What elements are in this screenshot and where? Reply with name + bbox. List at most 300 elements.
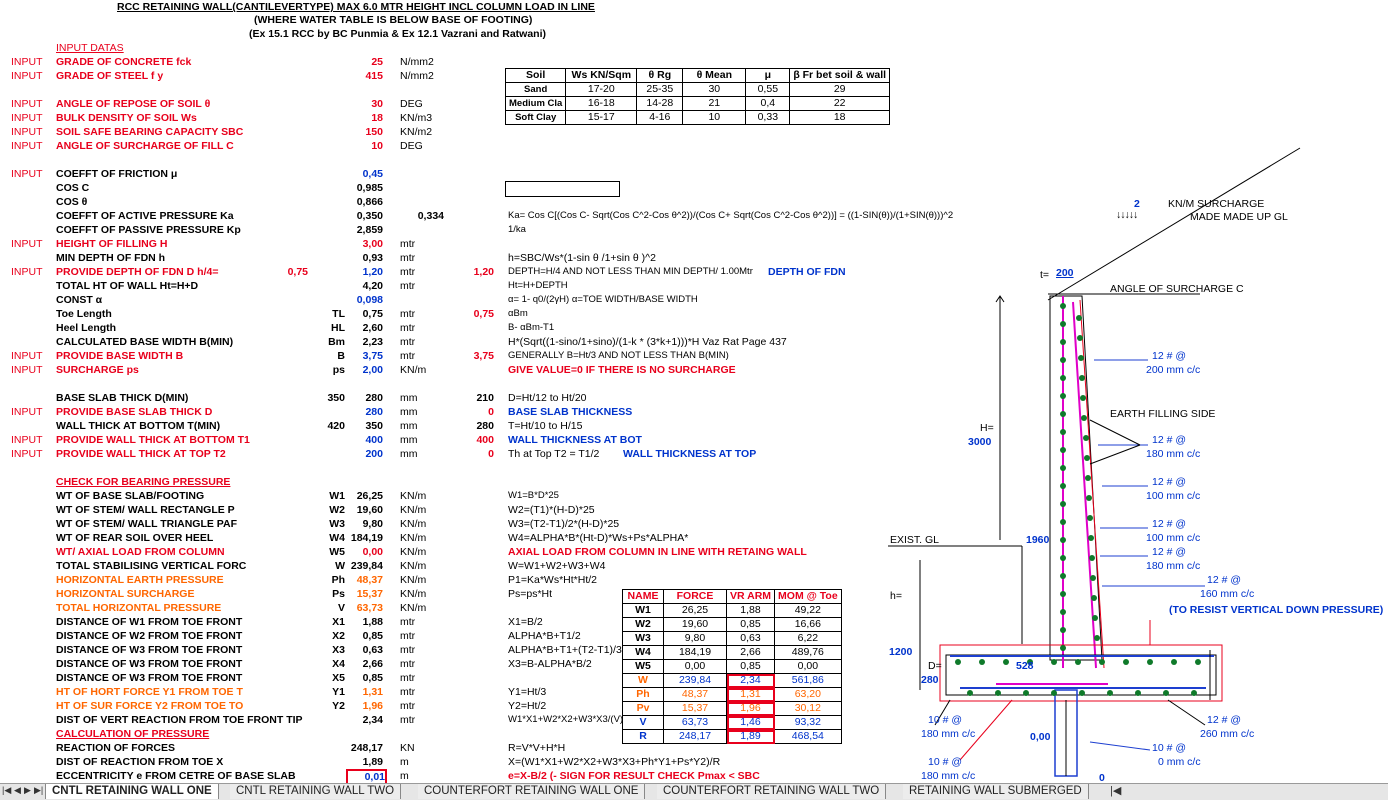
row-label: TOTAL HORIZONTAL PRESSURE bbox=[56, 602, 222, 614]
row-value[interactable]: 0,350 bbox=[356, 210, 383, 222]
row-value[interactable]: 0,75 bbox=[362, 308, 383, 320]
row-value[interactable]: 184,19 bbox=[350, 532, 383, 544]
rebar-dot bbox=[995, 690, 1001, 696]
table-cell[interactable]: 0,33 bbox=[746, 111, 790, 125]
row-note-value[interactable]: 280 bbox=[476, 420, 494, 432]
row-symbol: Y1 bbox=[332, 686, 345, 698]
row-unit: mm bbox=[400, 434, 418, 446]
rebar-dot bbox=[1084, 455, 1090, 461]
table-cell[interactable]: 248,17 bbox=[664, 730, 727, 744]
rebar-dot bbox=[1060, 501, 1066, 507]
row-unit: m bbox=[400, 756, 409, 768]
table-cell[interactable]: W2 bbox=[623, 618, 664, 632]
rebar-spacing-label: 12 # @ bbox=[1152, 518, 1187, 530]
row-label: WT OF REAR SOIL OVER HEEL bbox=[56, 532, 214, 544]
rebar-dot bbox=[1023, 690, 1029, 696]
row-label: MIN DEPTH OF FDN h bbox=[56, 252, 166, 264]
row-label: DISTANCE OF W1 FROM TOE FRONT bbox=[56, 616, 243, 628]
row-unit: KN/m bbox=[400, 546, 427, 558]
row-symbol: X3 bbox=[332, 644, 345, 656]
row-value[interactable]: 2,23 bbox=[362, 336, 383, 348]
row-symbol: X1 bbox=[332, 616, 345, 628]
table-cell[interactable]: 1,89 bbox=[727, 730, 775, 744]
table-cell[interactable]: 19,60 bbox=[664, 618, 727, 632]
rebar-dot bbox=[1060, 339, 1066, 345]
rebar-dot bbox=[1060, 393, 1066, 399]
row-label: CALCULATED BASE WIDTH B(MIN) bbox=[56, 336, 234, 348]
highlight-note: DEPTH OF FDN bbox=[768, 266, 846, 278]
input-tag: INPUT bbox=[11, 406, 43, 418]
rebar-dot bbox=[1060, 321, 1066, 327]
rebar-spacing-label: 12 # @ bbox=[1152, 350, 1187, 362]
row-label: DIST OF REACTION FROM TOE X bbox=[56, 756, 224, 768]
input-tag: INPUT bbox=[11, 112, 43, 124]
rebar-dot bbox=[1060, 465, 1066, 471]
rebar-spacing-label: 180 mm c/c bbox=[921, 770, 976, 782]
row-label: TOTAL HT OF WALL Ht=H+D bbox=[56, 280, 199, 292]
table-cell[interactable]: 4-16 bbox=[637, 111, 683, 125]
row-value[interactable]: 3,75 bbox=[362, 350, 383, 362]
formula-note: DEPTH=H/4 AND NOT LESS THAN MIN DEPTH/ 1.00Mtr bbox=[508, 266, 753, 277]
rebar-dot bbox=[1060, 375, 1066, 381]
rebar-dot bbox=[1123, 659, 1129, 665]
row-symbol: X4 bbox=[332, 658, 345, 670]
row-label: CALCULATION OF PRESSURE bbox=[56, 728, 210, 740]
table-cell[interactable]: 1,88 bbox=[727, 604, 775, 618]
row-symbol: Bm bbox=[328, 336, 345, 348]
table-cell[interactable]: 1,31 bbox=[727, 688, 775, 702]
row-label: HT OF HORT FORCE Y1 FROM TOE T bbox=[56, 686, 243, 698]
val-528: 528 bbox=[1016, 660, 1034, 672]
next-sheet-icon[interactable]: ▶ bbox=[24, 785, 31, 795]
table-cell[interactable]: 0,85 bbox=[727, 618, 775, 632]
row-symbol: W3 bbox=[329, 518, 345, 530]
resist-vertical-label: (TO RESIST VERTICAL DOWN PRESSURE) bbox=[1169, 604, 1384, 616]
row-label: HT OF SUR FORCE Y2 FROM TOE TO bbox=[56, 700, 244, 712]
formula-note: Ht=H+DEPTH bbox=[508, 280, 568, 291]
row-label: TOTAL STABILISING VERTICAL FORC bbox=[56, 560, 247, 572]
row-extra-value[interactable]: 0,334 bbox=[417, 210, 444, 222]
t-label: t= bbox=[1040, 269, 1050, 281]
row-symbol: ps bbox=[332, 364, 345, 376]
row-mid-value[interactable]: 0,75 bbox=[287, 266, 308, 278]
table-cell[interactable]: 26,25 bbox=[664, 604, 727, 618]
rebar-spacing-label: 12 # @ bbox=[1152, 546, 1187, 558]
row-unit: KN/m bbox=[400, 504, 427, 516]
row-value[interactable]: 19,60 bbox=[356, 504, 383, 516]
rebar-dot bbox=[1086, 495, 1092, 501]
row-value[interactable]: 1,89 bbox=[362, 756, 383, 768]
row-label: PROVIDE WALL THICK AT TOP T2 bbox=[56, 448, 226, 460]
table-cell[interactable]: 18 bbox=[790, 111, 890, 125]
row-unit: KN/m bbox=[400, 532, 427, 544]
table-cell[interactable]: 21 bbox=[683, 97, 746, 111]
row-unit: mtr bbox=[400, 686, 416, 698]
table-cell[interactable]: 1,96 bbox=[727, 702, 775, 716]
formula-note: R=V*V+H*H bbox=[508, 742, 566, 754]
row-value[interactable]: 350 bbox=[365, 420, 383, 432]
input-tag: INPUT bbox=[11, 238, 43, 250]
table-cell[interactable]: 93,32 bbox=[775, 716, 842, 730]
row-unit: KN/m bbox=[400, 560, 427, 572]
row-label: PROVIDE BASE WIDTH B bbox=[56, 350, 184, 362]
row-unit: mtr bbox=[400, 308, 416, 320]
input-tag: INPUT bbox=[11, 126, 43, 138]
row-unit: mm bbox=[400, 420, 418, 432]
row-label: WT OF STEM/ WALL TRIANGLE PAF bbox=[56, 518, 238, 530]
table-cell[interactable]: 1,46 bbox=[727, 716, 775, 730]
table-cell[interactable]: 15-17 bbox=[566, 111, 637, 125]
input-tag: INPUT bbox=[11, 98, 43, 110]
row-unit: mtr bbox=[400, 336, 416, 348]
row-value[interactable]: 30 bbox=[371, 98, 383, 110]
table-cell[interactable]: VR ARM bbox=[727, 590, 775, 604]
made-up-gl-label: MADE MADE UP GL bbox=[1190, 211, 1288, 223]
table-cell[interactable]: 30,12 bbox=[775, 702, 842, 716]
tab-scroll-divider-icon[interactable]: |◀ bbox=[1110, 785, 1122, 797]
row-unit: mtr bbox=[400, 350, 416, 362]
row-value[interactable]: 15,37 bbox=[356, 588, 383, 600]
row-label: GRADE OF STEEL f y bbox=[56, 70, 164, 82]
table-cell[interactable]: 468,54 bbox=[775, 730, 842, 744]
tab-cntl-retaining-wall-two[interactable]: CNTL RETAINING WALL TWO bbox=[230, 784, 401, 799]
table-cell[interactable]: 25-35 bbox=[637, 83, 683, 97]
row-value[interactable]: 248,17 bbox=[350, 742, 383, 754]
row-unit: KN/m bbox=[400, 602, 427, 614]
t-value: 200 bbox=[1056, 267, 1074, 279]
row-note-value[interactable]: 0 bbox=[488, 406, 494, 418]
rebar-spacing-label: 160 mm c/c bbox=[1200, 588, 1255, 600]
sheet-title-line1: RCC RETAINING WALL(CANTILEVERTYPE) MAX 6.0 MTR HEIGHT INCL COLUMN LOAD IN LINE bbox=[117, 1, 595, 13]
row-unit: KN/m bbox=[400, 490, 427, 502]
table-cell[interactable]: 0,85 bbox=[727, 660, 775, 674]
rebar-dot bbox=[1075, 659, 1081, 665]
row-value[interactable]: 400 bbox=[365, 434, 383, 446]
rebar-spacing-label: 10 # @ bbox=[1152, 742, 1187, 754]
tab-retaining-wall-submerged[interactable]: RETAINING WALL SUBMERGED bbox=[903, 784, 1089, 799]
row-value[interactable]: 0,63 bbox=[362, 644, 383, 656]
table-cell[interactable]: Soil bbox=[506, 69, 566, 83]
row-label: DISTANCE OF W3 FROM TOE FRONT bbox=[56, 672, 243, 684]
row-label: COEFFT OF PASSIVE PRESSURE Kp bbox=[56, 224, 241, 236]
row-value[interactable]: 1,96 bbox=[362, 700, 383, 712]
highlight-note: e=X-B/2 (- SIGN FOR RESULT CHECK Pmax < SBC bbox=[508, 770, 760, 782]
row-value[interactable]: 48,37 bbox=[356, 574, 383, 586]
formula-note: Ps=ps*Ht bbox=[508, 588, 553, 600]
table-cell[interactable]: Medium Cla bbox=[506, 97, 566, 111]
row-value[interactable]: 0,45 bbox=[362, 168, 383, 180]
table-cell[interactable]: FORCE bbox=[664, 590, 727, 604]
row-value[interactable]: 0,93 bbox=[362, 252, 383, 264]
rebar-dot bbox=[1083, 435, 1089, 441]
row-unit: N/mm2 bbox=[400, 56, 434, 68]
exist-gl-label: EXIST. GL bbox=[890, 534, 940, 546]
table-cell[interactable]: Ph bbox=[623, 688, 664, 702]
input-tag: INPUT bbox=[11, 168, 43, 180]
h-label: h= bbox=[890, 590, 902, 602]
rebar-spacing-label: 12 # @ bbox=[1207, 574, 1242, 586]
row-value[interactable]: 415 bbox=[365, 70, 383, 82]
table-cell[interactable]: MOM @ Toe bbox=[775, 590, 842, 604]
row-value[interactable]: 25 bbox=[371, 56, 383, 68]
row-unit: mtr bbox=[400, 266, 416, 278]
row-note-value[interactable]: 400 bbox=[476, 434, 494, 446]
row-value[interactable]: 3,00 bbox=[362, 238, 383, 250]
table-cell[interactable]: 29 bbox=[790, 83, 890, 97]
rebar-spacing-label: 260 mm c/c bbox=[1200, 728, 1255, 740]
formula-note: B- αBm-T1 bbox=[508, 322, 555, 333]
row-label: Heel Length bbox=[56, 322, 117, 334]
row-note-value[interactable]: 3,75 bbox=[473, 350, 494, 362]
tab-counterfort-retaining-wall-one[interactable]: COUNTERFORT RETAINING WALL ONE bbox=[418, 784, 645, 799]
rebar-spacing-label: 180 mm c/c bbox=[921, 728, 976, 740]
table-cell[interactable]: W1 bbox=[623, 604, 664, 618]
rebar-dot bbox=[1060, 537, 1066, 543]
H-value: 3000 bbox=[968, 436, 992, 448]
row-unit: mtr bbox=[400, 630, 416, 642]
row-value[interactable]: 280 bbox=[365, 406, 383, 418]
table-cell[interactable]: Soft Clay bbox=[506, 111, 566, 125]
row-value[interactable]: 18 bbox=[371, 112, 383, 124]
rebar-spacing-label: 12 # @ bbox=[1152, 476, 1187, 488]
formula-note: W2=(T1)*(H-D)*25 bbox=[508, 504, 595, 516]
row-label: HORIZONTAL SURCHARGE bbox=[56, 588, 195, 600]
row-symbol: TL bbox=[332, 308, 345, 320]
table-cell[interactable]: 0,4 bbox=[746, 97, 790, 111]
D-label: D= bbox=[928, 660, 942, 672]
row-symbol: V bbox=[337, 602, 345, 614]
row-label: DISTANCE OF W3 FROM TOE FRONT bbox=[56, 658, 243, 670]
row-value[interactable]: 1,31 bbox=[362, 686, 383, 698]
highlight-note: GIVE VALUE=0 IF THERE IS NO SURCHARGE bbox=[508, 364, 736, 376]
row-label: ANGLE OF REPOSE OF SOIL θ bbox=[56, 98, 211, 110]
formula-note: α= 1- q0/(2γH) α=TOE WIDTH/BASE WIDTH bbox=[508, 294, 698, 305]
input-datas-heading: INPUT DATAS bbox=[56, 42, 124, 54]
row-unit: mtr bbox=[400, 616, 416, 628]
table-cell[interactable]: 10 bbox=[683, 111, 746, 125]
row-value[interactable]: 0,985 bbox=[356, 182, 383, 194]
highlight-note: WALL THICKNESS AT TOP bbox=[623, 448, 757, 460]
input-tag: INPUT bbox=[11, 434, 43, 446]
H-label: H= bbox=[980, 422, 994, 434]
rebar-spacing-label: 0 mm c/c bbox=[1158, 756, 1201, 768]
row-label: Toe Length bbox=[56, 308, 112, 320]
row-unit: DEG bbox=[400, 98, 423, 110]
table-cell[interactable]: 16,66 bbox=[775, 618, 842, 632]
row-symbol: 350 bbox=[327, 392, 345, 404]
row-symbol: 420 bbox=[327, 420, 345, 432]
row-label: DIST OF VERT REACTION FROM TOE FRONT TIP bbox=[56, 714, 303, 726]
row-unit: KN/m bbox=[400, 518, 427, 530]
row-label: SURCHARGE ps bbox=[56, 364, 139, 376]
table-cell[interactable]: Pv bbox=[623, 702, 664, 716]
row-value[interactable]: 1,20 bbox=[362, 266, 383, 278]
table-cell[interactable]: 14-28 bbox=[637, 97, 683, 111]
table-cell[interactable]: Ws KN/Sqm bbox=[566, 69, 637, 83]
row-symbol: W5 bbox=[329, 546, 345, 558]
table-cell[interactable]: R bbox=[623, 730, 664, 744]
table-cell[interactable]: V bbox=[623, 716, 664, 730]
row-symbol: B bbox=[337, 350, 345, 362]
row-value[interactable]: 0,01 bbox=[346, 769, 387, 783]
row-label: DISTANCE OF W2 FROM TOE FRONT bbox=[56, 630, 243, 642]
row-value[interactable]: 2,60 bbox=[362, 322, 383, 334]
row-label: REACTION OF FORCES bbox=[56, 742, 176, 754]
row-note-value[interactable]: 1,20 bbox=[473, 266, 494, 278]
row-label: WALL THICK AT BOTTOM T(MIN) bbox=[56, 420, 221, 432]
prev-sheet-icon[interactable]: ◀ bbox=[14, 785, 21, 795]
rebar-dot bbox=[1060, 303, 1066, 309]
table-cell[interactable]: 30 bbox=[683, 83, 746, 97]
table-cell[interactable]: 17-20 bbox=[566, 83, 637, 97]
row-label: HEIGHT OF FILLING H bbox=[56, 238, 168, 250]
formula-note: W4=ALPHA*B*(Ht-D)*Ws+Ps*ALPHA* bbox=[508, 532, 689, 544]
formula-note: D=Ht/12 to Ht/20 bbox=[508, 392, 587, 404]
table-cell[interactable]: μ bbox=[746, 69, 790, 83]
rebar-dot bbox=[1060, 429, 1066, 435]
row-note-value[interactable]: 0 bbox=[488, 448, 494, 460]
row-symbol: Ps bbox=[332, 588, 345, 600]
row-symbol: W2 bbox=[329, 504, 345, 516]
table-cell[interactable]: 63,20 bbox=[775, 688, 842, 702]
table-cell[interactable]: W3 bbox=[623, 632, 664, 646]
sheet-title-line2: (WHERE WATER TABLE IS BELOW BASE OF FOOTING) bbox=[254, 14, 533, 26]
table-cell[interactable]: 561,86 bbox=[775, 674, 842, 688]
row-note-value[interactable]: 210 bbox=[476, 392, 494, 404]
row-value[interactable]: 10 bbox=[371, 140, 383, 152]
rebar-spacing-label: 180 mm c/c bbox=[1146, 560, 1201, 572]
formula-note: ALPHA*B+T1+(T2-T1)/3 bbox=[508, 644, 622, 656]
row-value[interactable]: 0,85 bbox=[362, 672, 383, 684]
table-cell[interactable]: W5 bbox=[623, 660, 664, 674]
table-cell[interactable]: 184,19 bbox=[664, 646, 727, 660]
row-label: HORIZONTAL EARTH PRESSURE bbox=[56, 574, 224, 586]
row-value[interactable]: 280 bbox=[365, 392, 383, 404]
row-unit: mtr bbox=[400, 322, 416, 334]
row-value[interactable]: 63,73 bbox=[356, 602, 383, 614]
input-tag: INPUT bbox=[11, 56, 43, 68]
table-cell[interactable]: 0,63 bbox=[727, 632, 775, 646]
sheet-title-line3: (Ex 15.1 RCC by BC Punmia & Ex 12.1 Vazrani and Ratwani) bbox=[249, 28, 547, 40]
row-unit: mtr bbox=[400, 714, 416, 726]
angle-of-surcharge-label: ANGLE OF SURCHARGE C bbox=[1110, 283, 1244, 295]
row-unit: KN/m bbox=[400, 574, 427, 586]
row-label: BASE SLAB THICK D(MIN) bbox=[56, 392, 189, 404]
row-value[interactable]: 2,34 bbox=[362, 714, 383, 726]
row-value[interactable]: 0,098 bbox=[356, 294, 383, 306]
row-unit: mm bbox=[400, 406, 418, 418]
table-cell[interactable]: 2,66 bbox=[727, 646, 775, 660]
rebar-spacing-label: 10 # @ bbox=[928, 714, 963, 726]
input-tag: INPUT bbox=[11, 350, 43, 362]
row-label: PROVIDE BASE SLAB THICK D bbox=[56, 406, 213, 418]
table-cell[interactable]: 489,76 bbox=[775, 646, 842, 660]
formula-note: Ka= Cos C[(Cos C- Sqrt(Cos C^2-Cos θ^2))/(Cos C+ Sqrt(Cos C^2-Cos θ^2))] = ((1-SIN(θ))/(1+SIN(θ)))^2 bbox=[508, 210, 954, 221]
rebar-dot bbox=[1076, 315, 1082, 321]
row-unit: mtr bbox=[400, 658, 416, 670]
rebar-spacing-label: 200 mm c/c bbox=[1146, 364, 1201, 376]
table-cell[interactable]: θ Mean bbox=[683, 69, 746, 83]
table-cell[interactable]: W bbox=[623, 674, 664, 688]
highlight-note: AXIAL LOAD FROM COLUMN IN LINE WITH RETAING WALL bbox=[508, 546, 807, 558]
row-value[interactable]: 0,00 bbox=[362, 546, 383, 558]
row-value[interactable]: 9,80 bbox=[362, 518, 383, 530]
row-value[interactable]: 0,85 bbox=[362, 630, 383, 642]
first-sheet-icon[interactable]: |◀ bbox=[2, 785, 12, 795]
table-cell[interactable]: 15,37 bbox=[664, 702, 727, 716]
row-unit: DEG bbox=[400, 140, 423, 152]
last-sheet-icon[interactable]: ▶| bbox=[34, 785, 44, 795]
table-cell[interactable]: 63,73 bbox=[664, 716, 727, 730]
row-unit: KN/m3 bbox=[400, 112, 433, 124]
tab-cntl-retaining-wall-one[interactable]: CNTL RETAINING WALL ONE bbox=[45, 784, 219, 799]
rebar-dot bbox=[1051, 659, 1057, 665]
row-unit: KN/m2 bbox=[400, 126, 433, 138]
formula-note: H*(Sqrt((1-sino/1+sino)/(1-k * (3*k+1)))*H Vaz Rat Page 437 bbox=[508, 336, 787, 348]
row-unit: m bbox=[400, 770, 409, 782]
highlight-note: BASE SLAB THICKNESS bbox=[508, 406, 633, 418]
row-value[interactable]: 2,66 bbox=[362, 658, 383, 670]
row-value[interactable]: 0,866 bbox=[356, 196, 383, 208]
input-tag: INPUT bbox=[11, 448, 43, 460]
row-value[interactable]: 2,859 bbox=[356, 224, 383, 236]
table-cell[interactable]: 2,34 bbox=[727, 674, 775, 688]
row-label: WT OF BASE SLAB/FOOTING bbox=[56, 490, 205, 502]
row-note-value[interactable]: 0,75 bbox=[473, 308, 494, 320]
table-cell[interactable]: 49,22 bbox=[775, 604, 842, 618]
table-cell[interactable]: β Fr bet soil & wall bbox=[790, 69, 890, 83]
sheet-tabs-bar bbox=[0, 783, 1388, 800]
tab-counterfort-retaining-wall-two[interactable]: COUNTERFORT RETAINING WALL TWO bbox=[657, 784, 886, 799]
row-unit: mtr bbox=[400, 238, 416, 250]
formula-note: W=W1+W2+W3+W4 bbox=[508, 560, 606, 572]
table-cell[interactable]: Sand bbox=[506, 83, 566, 97]
table-cell[interactable]: 0,00 bbox=[664, 660, 727, 674]
row-value[interactable]: 4,20 bbox=[362, 280, 383, 292]
table-cell[interactable]: NAME bbox=[623, 590, 664, 604]
row-label: ANGLE OF SURCHARGE OF FILL C bbox=[56, 140, 234, 152]
table-cell[interactable]: 239,84 bbox=[664, 674, 727, 688]
table-cell[interactable]: 0,00 bbox=[775, 660, 842, 674]
table-cell[interactable]: W4 bbox=[623, 646, 664, 660]
rebar-dot bbox=[1195, 659, 1201, 665]
row-value[interactable]: 26,25 bbox=[356, 490, 383, 502]
rebar-dot bbox=[1060, 483, 1066, 489]
row-symbol: Y2 bbox=[332, 700, 345, 712]
table-cell[interactable]: 48,37 bbox=[664, 688, 727, 702]
table-cell[interactable]: 6,22 bbox=[775, 632, 842, 646]
rebar-dot bbox=[1003, 659, 1009, 665]
row-unit: mm bbox=[400, 392, 418, 404]
rebar-dot bbox=[1163, 690, 1169, 696]
row-symbol: W4 bbox=[329, 532, 345, 544]
row-value[interactable]: 1,88 bbox=[362, 616, 383, 628]
row-value[interactable]: 150 bbox=[365, 126, 383, 138]
row-value[interactable]: 200 bbox=[365, 448, 383, 460]
val-000: 0,00 bbox=[1030, 731, 1051, 743]
table-cell[interactable]: θ Rg bbox=[637, 69, 683, 83]
table-cell[interactable]: 22 bbox=[790, 97, 890, 111]
table-cell[interactable]: 16-18 bbox=[566, 97, 637, 111]
table-cell[interactable]: 9,80 bbox=[664, 632, 727, 646]
row-value[interactable]: 239,84 bbox=[350, 560, 383, 572]
table-cell[interactable]: 0,55 bbox=[746, 83, 790, 97]
rebar-dot bbox=[1060, 627, 1066, 633]
row-unit: KN/m bbox=[400, 588, 427, 600]
row-symbol: W bbox=[335, 560, 345, 572]
rebar-dot bbox=[1060, 411, 1066, 417]
row-value[interactable]: 2,00 bbox=[362, 364, 383, 376]
